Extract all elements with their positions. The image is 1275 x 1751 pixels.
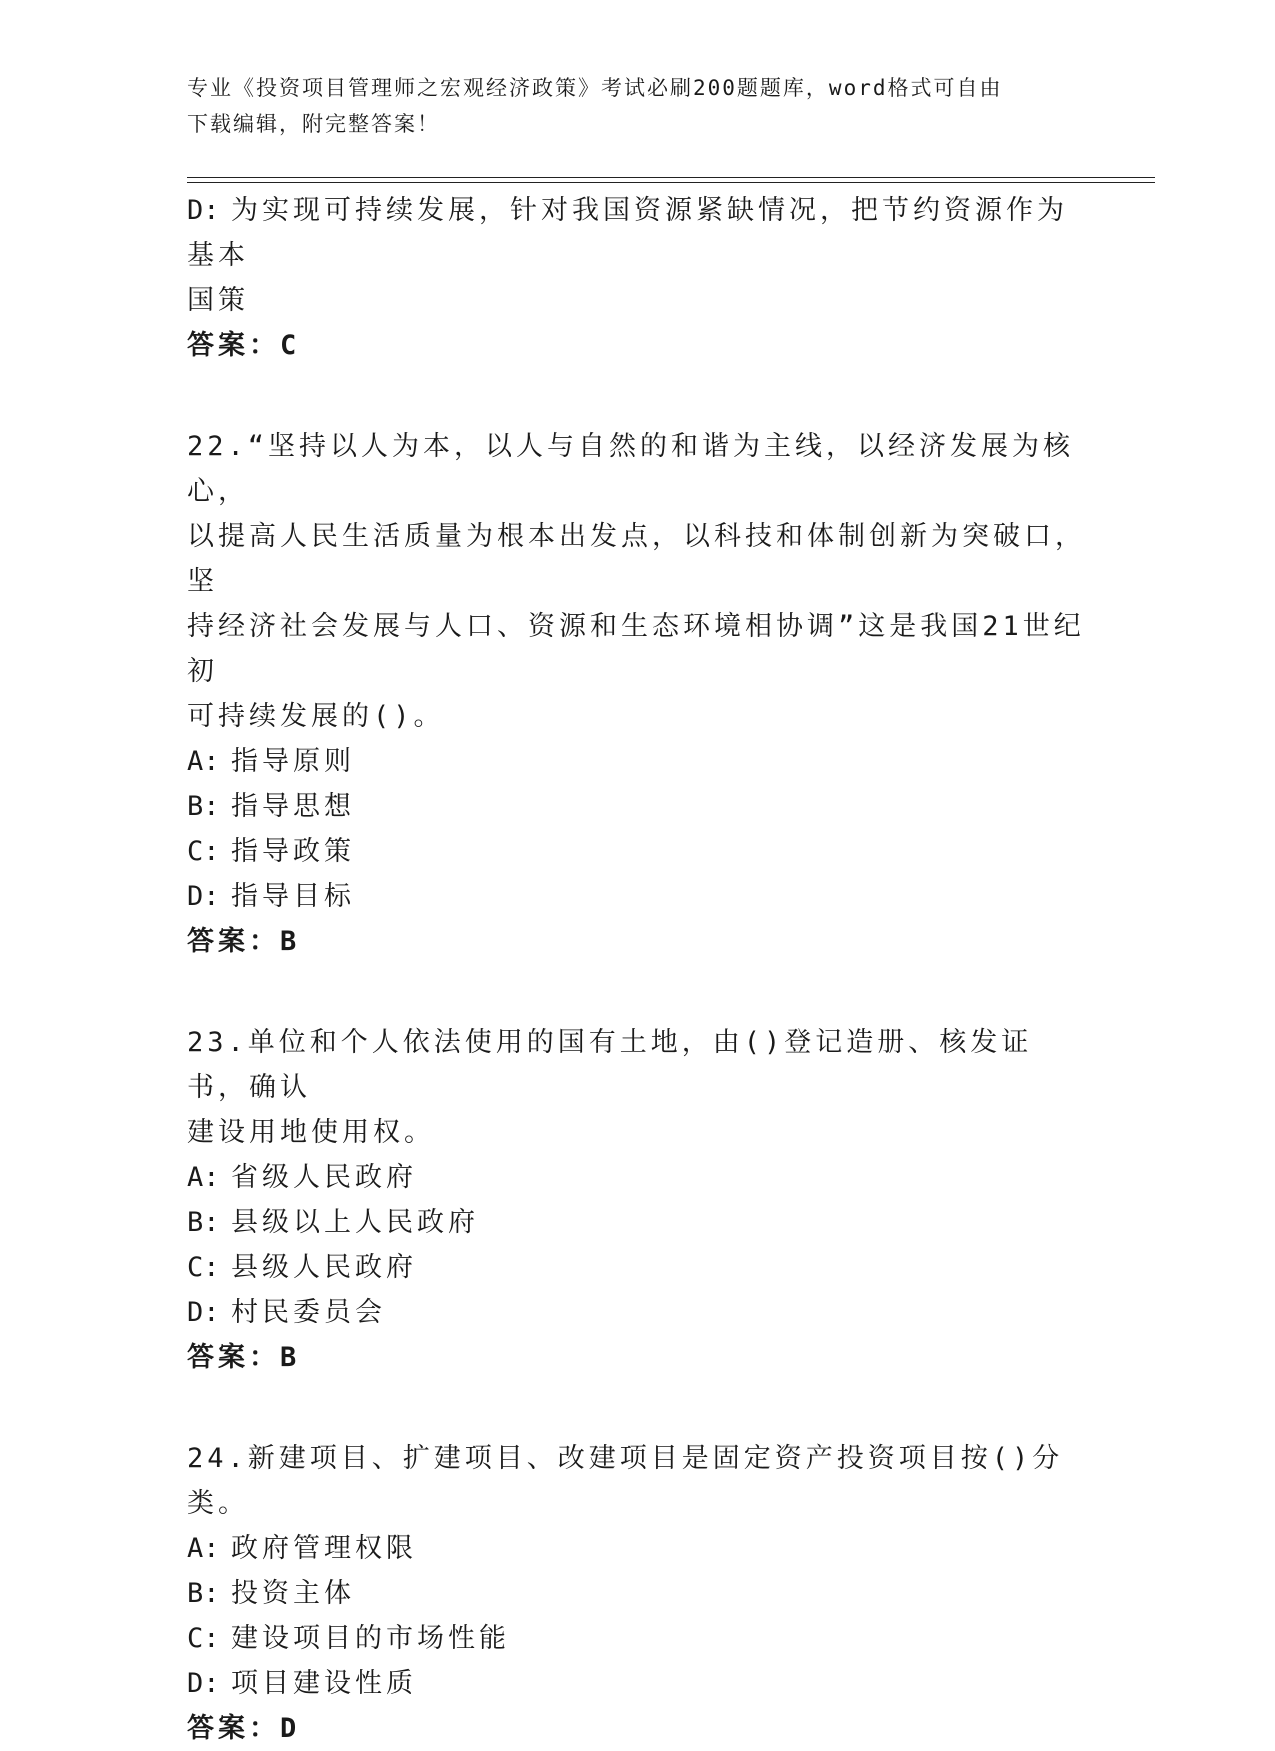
option-text: 指导原则 [231,746,355,777]
option-a [187,1155,1087,1200]
question-content [187,188,1087,1751]
option-label: D: [187,1668,220,1699]
option-text: 村民委员会 [231,1297,386,1328]
header-line-1: 专业《投资项目管理师之宏观经济政策》考试必刷200题题库，word格式可自由 [187,76,1003,100]
option-d-continued: 国策 [187,285,249,316]
question-stem-line: 可持续发展的()。 [187,701,445,732]
option-text: 投资主体 [231,1578,355,1609]
option-label: A: [187,746,220,777]
option-label: A: [187,1533,220,1564]
question-24 [187,1436,1087,1751]
option-c [187,829,1087,874]
header-divider [187,177,1155,183]
question-stem-line: 24.新建项目、扩建项目、改建项目是固定资产投资项目按()分类。 [187,1443,1064,1519]
option-label: D: [187,1297,220,1328]
option-b [187,1571,1087,1616]
header-line-2: 下载编辑，附完整答案！ [187,112,440,136]
option-a [187,1526,1087,1571]
option-label: D: [187,881,220,912]
document-header [187,70,1067,142]
option-c [187,1245,1087,1290]
question-stem-line: 23.单位和个人依法使用的国有土地，由()登记造册、核发证书，确认 [187,1027,1033,1103]
option-label: D: [187,195,220,226]
question-stem-line: 建设用地使用权。 [187,1117,435,1148]
question-stem-line: 以提高人民生活质量为根本出发点，以科技和体制创新为突破口，坚 [187,521,1086,597]
answer: 答案：B [187,1342,301,1373]
question-stem-line: 持经济社会发展与人口、资源和生态环境相协调”这是我国21世纪初 [187,611,1085,687]
option-text: 项目建设性质 [231,1668,417,1699]
option-b [187,1200,1087,1245]
option-label: B: [187,1207,220,1238]
option-label: C: [187,1252,220,1283]
option-text: 指导目标 [231,881,355,912]
option-text: 县级以上人民政府 [231,1207,479,1238]
question-stem-line: 22.“坚持以人为本，以人与自然的和谐为主线，以经济发展为核心， [187,431,1075,507]
option-text: 省级人民政府 [231,1162,417,1193]
option-label: C: [187,1623,220,1654]
option-b [187,784,1087,829]
answer: 答案：C [187,330,301,361]
option-d [187,188,1087,278]
option-text: 建设项目的市场性能 [231,1623,510,1654]
prev-question-tail [187,188,1087,368]
question-23 [187,1020,1087,1380]
option-text: 政府管理权限 [231,1533,417,1564]
option-text: 指导政策 [231,836,355,867]
option-label: C: [187,836,220,867]
option-d [187,1661,1087,1706]
option-label: B: [187,791,220,822]
option-label: A: [187,1162,220,1193]
option-label: B: [187,1578,220,1609]
option-text: 县级人民政府 [231,1252,417,1283]
option-d [187,1290,1087,1335]
option-c [187,1616,1087,1661]
answer: 答案：B [187,926,301,957]
option-a [187,739,1087,784]
option-text: 为实现可持续发展，针对我国资源紧缺情况，把节约资源作为基本 [187,195,1068,271]
option-text: 指导思想 [231,791,355,822]
option-d [187,874,1087,919]
question-22 [187,424,1087,964]
answer: 答案：D [187,1713,301,1744]
